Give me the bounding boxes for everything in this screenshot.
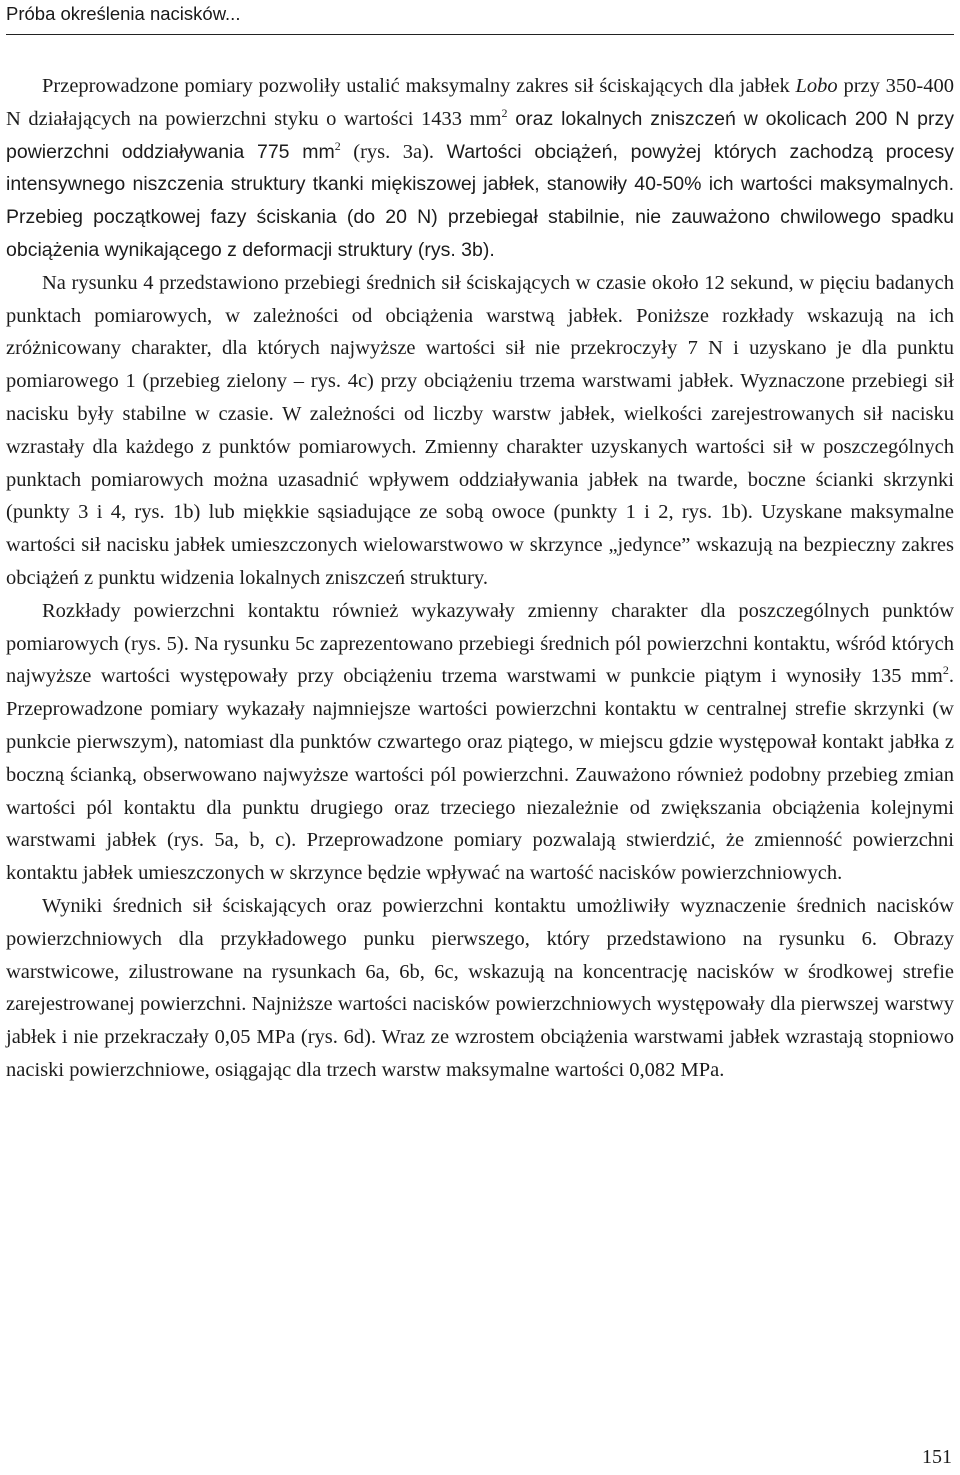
text-segment: Na rysunku 4 przedstawiono przebiegi średnich sił ściskających w czasie około 12 sekund, w pięciu badanych punktach pomiarowych, w zależności od obciążenia warstwą jabłek. Poniższe rozkłady wskazują na ich zróżnicowany charakter, dla których najwyższe wartości sił nie przekroczyły 7 N i uzyskano je dla punktu pomiarowego 1 (przebieg zielony – rys. 4c) przy obciążeniu trzema warstwami jabłek. Wyznaczone przebiegi sił nacisku były stabilne w czasie. W zależności od liczby warstw jabłek, wielkości zarejestrowanych sił nacisku wzrastały dla każdego z punktów pomiarowych. Zmienny charakter uzyskanych wartości sił w poszczególnych punktach pomiarowych można uzasadnić wpływem oddziaływania jabłek na twarde, boczne ścianki skrzynki (punkty 3 i 4, rys. 1b) lub miękkie sąsiadujące ze sobą owoce (punkty 1 i 2, rys. 1b). Uzyskane maksymalne wartości sił nacisku jabłek umieszczonych wielowarstwowo w skrzynce „jedynce” wskazują na bezpieczny zakres obciążeń z punktu widzenia lokalnych zniszczeń struktury. bbox=[6, 271, 954, 589]
paragraph-3 bbox=[6, 595, 954, 890]
body-text bbox=[6, 70, 954, 1087]
superscript: 2 bbox=[501, 105, 508, 120]
text-segment: (rys. 3a). bbox=[340, 140, 447, 163]
page-number: 151 bbox=[922, 1446, 952, 1468]
text-segment: Wyniki średnich sił ściskających oraz powierzchni kontaktu umożliwiły wyznaczenie średnich nacisków powierzchniowych dla przykładowego punku pierwszego, który przedstawiono na rysunku 6. Obrazy warstwicowe, zilustrowane na rysunkach 6a, 6b, 6c, wskazują na koncentrację nacisków w środkowej strefie zarejestrowanej powierzchni. Najniższe wartości nacisków powierzchniowych występowały dla pierwszej warstwy jabłek i nie przekraczały 0,05 MPa (rys. 6d). Wraz ze wzrostem obciążenia warstwami jabłek wzrastają stopniowo naciski powierzchniowe, osiągając dla trzech warstw maksymalne wartości 0,082 MPa. bbox=[6, 894, 954, 1081]
text-segment: Rozkłady powierzchni kontaktu również wykazywały zmienny charakter dla poszczególnych punktów pomiarowych (rys. 5). Na rysunku 5c zaprezentowano przebiegi średnich pól powierzchni kontaktu, wśród których najwyższe wartości występowały przy obciążeniu trzema warstwami w punkcie piątym i wynosiły 135 mm bbox=[6, 599, 954, 688]
superscript: 2 bbox=[942, 663, 949, 678]
text-segment: oraz lokalnych zniszczeń w okolicach 200 N przy powierzchni oddziaływania 775 mm bbox=[6, 107, 954, 163]
header-rule bbox=[6, 34, 954, 35]
superscript: 2 bbox=[334, 138, 341, 153]
text-segment: Przeprowadzone pomiary pozwoliły ustalić maksymalny zakres sił ściskających dla jabłek bbox=[42, 75, 796, 97]
paragraph-4 bbox=[6, 890, 954, 1087]
paragraph-2 bbox=[6, 267, 954, 595]
variety-name: Lobo bbox=[795, 75, 838, 97]
paragraph-1 bbox=[6, 70, 954, 267]
running-title: Próba określenia nacisków... bbox=[6, 3, 241, 24]
text-segment: . Przeprowadzone pomiary wykazały najmniejsze wartości powierzchni kontaktu w centralnej strefie skrzynki (w punkcie pierwszym), natomiast dla punktów czwartego oraz piątego, w miejscu gdzie występował kontakt jabłka z boczną ścianką, obserwowano najwyższe wartości pól powierzchni. Zauważono również podobny przebieg zmian wartości pól kontaktu dla punktu drugiego oraz trzeciego niezależnie od zwiększania obciążenia kolejnymi warstwami jabłek (rys. 5a, b, c). Przeprowadzone pomiary pozwalają stwierdzić, że zmienność powierzchni kontaktu jabłek umieszczonych w skrzynce będzie wpływać na wartość nacisków powierzchniowych. bbox=[6, 665, 954, 885]
text-segment: Wartości obciążeń, powyżej których zachodzą procesy intensywnego niszczenia struktury tkanki miękiszowej jabłek, stanowiły 40-50% ich wartości maksymalnych. Przebieg początkowej fazy ściskania (do 20 N) przebiegał stabilnie, nie zauważono chwilowego spadku obciążenia wynikającego z deformacji struktury (rys. 3b). bbox=[6, 140, 954, 261]
text-segment: przy 350-400 N działających na powierzchni styku o wartości 1433 mm bbox=[6, 75, 954, 130]
